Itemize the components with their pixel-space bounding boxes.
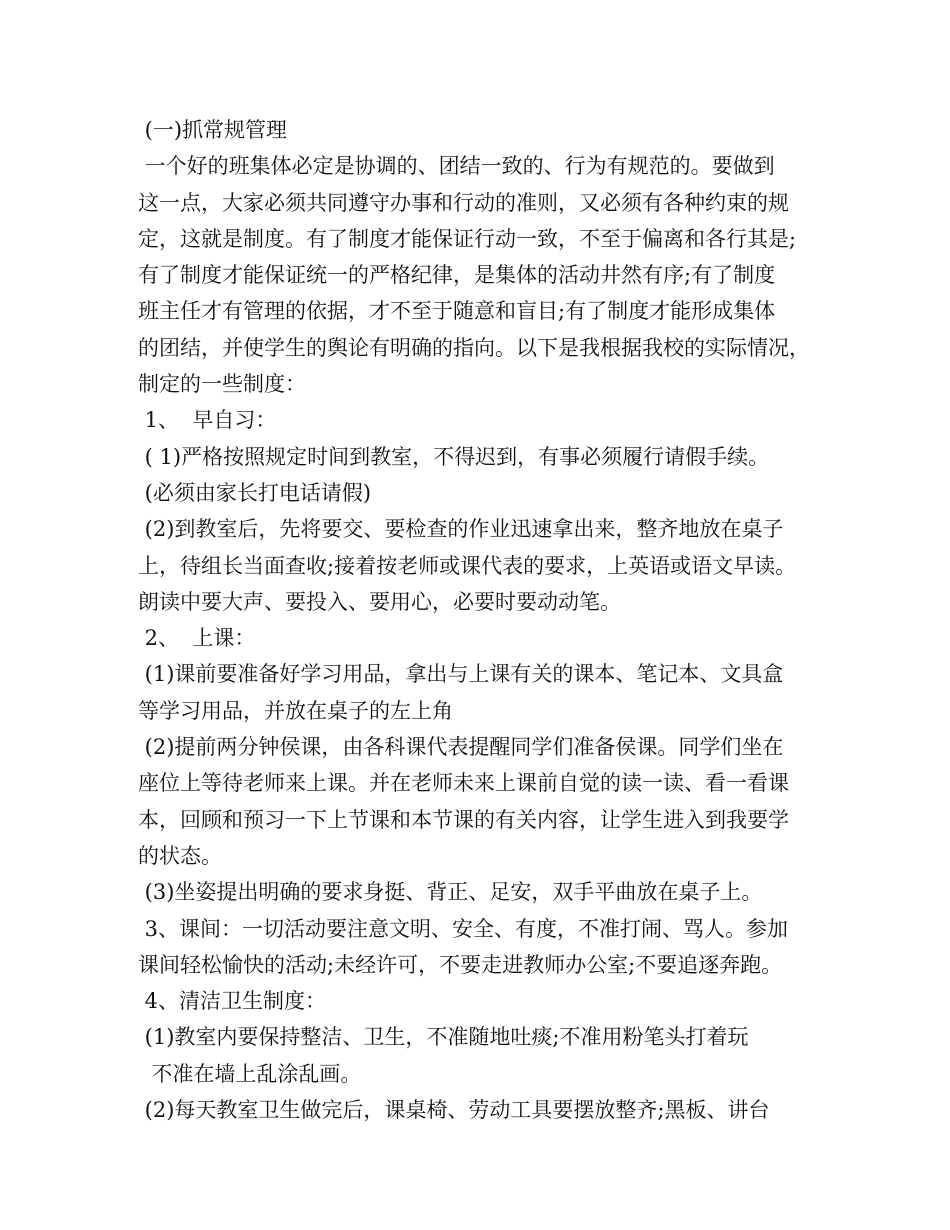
list-item-line: 上，待组长当面查收;接着按老师或课代表的要求，上英语或语文早读。: [138, 553, 797, 578]
document-body: [138, 112, 838, 1128]
section-heading: (一)抓常规管理: [138, 118, 288, 142]
list-item-line: 本，回顾和预习一下上节课和本节课的有关内容，让学生进入到我要学: [138, 807, 789, 832]
paragraph-line: 一个好的班集体必定是协调的、团结一致的、行为有规范的。要做到: [138, 154, 775, 179]
list-item-line: ( 1)严格按照规定时间到教室，不得迟到，有事必须履行请假手续。: [138, 444, 770, 469]
list-heading: 2、 上课：: [138, 626, 256, 651]
paragraph-line: 班主任才有管理的依据，才不至于随意和盲目;有了制度才能形成集体: [138, 299, 776, 324]
list-item-line: (2)提前两分钟侯课，由各科课代表提醒同学们准备侯课。同学们坐在: [138, 735, 784, 760]
list-item-line: 座位上等待老师来上课。并在老师未来上课前自觉的读一读、看一看课: [138, 771, 789, 796]
paragraph-line: 这一点，大家必须共同遵守办事和行动的准则，又必须有各种约束的规: [138, 190, 789, 215]
list-item-line: (1)教室内要保持整洁、卫生，不准随地吐痰;不准用粉笔头打着玩: [138, 1025, 749, 1050]
list-heading: 1、 早自习：: [138, 408, 277, 433]
list-item-line: (2)到教室后，先将要交、要检查的作业迅速拿出来，整齐地放在桌子: [138, 517, 784, 542]
paragraph-line: 制定的一些制度：: [138, 372, 306, 397]
list-item-line: 等学习用品，并放在桌子的左上角: [138, 698, 453, 723]
list-heading: 4、清洁卫生制度：: [138, 989, 327, 1014]
list-item-line: 朗读中要大声、要投入、要用心，必要时要动动笔。: [138, 589, 621, 614]
list-item-line: (1)课前要准备好学习用品，拿出与上课有关的课本、笔记本、文具盒: [138, 662, 784, 687]
paragraph-line: 定，这就是制度。有了制度才能保证行动一致，不至于偏离和各行其是;: [138, 226, 797, 251]
paragraph-line: 的团结，并使学生的舆论有明确的指向。以下是我根据我校的实际情况，: [138, 335, 810, 360]
list-item-line: 的状态。: [138, 843, 222, 868]
list-item-line: 3、课间：一切活动要注意文明、安全、有度，不准打闹、骂人。参加: [138, 916, 789, 941]
paragraph-line: 有了制度才能保证统一的严格纪律，是集体的活动井然有序;有了制度: [138, 263, 776, 288]
list-item-line: (3)坐姿提出明确的要求身挺、背正、足安，双手平曲放在桌子上。: [138, 880, 763, 905]
list-item-line: (2)每天教室卫生做完后，课桌椅、劳动工具要摆放整齐;黑板、讲台: [138, 1098, 770, 1123]
list-item-line: 课间轻松愉快的活动;未经许可，不要走进教师办公室;不要追逐奔跑。: [138, 952, 783, 977]
list-item-line: (必须由家长打电话请假): [138, 480, 372, 505]
list-item-line: 不准在墙上乱涂乱画。: [138, 1061, 362, 1086]
